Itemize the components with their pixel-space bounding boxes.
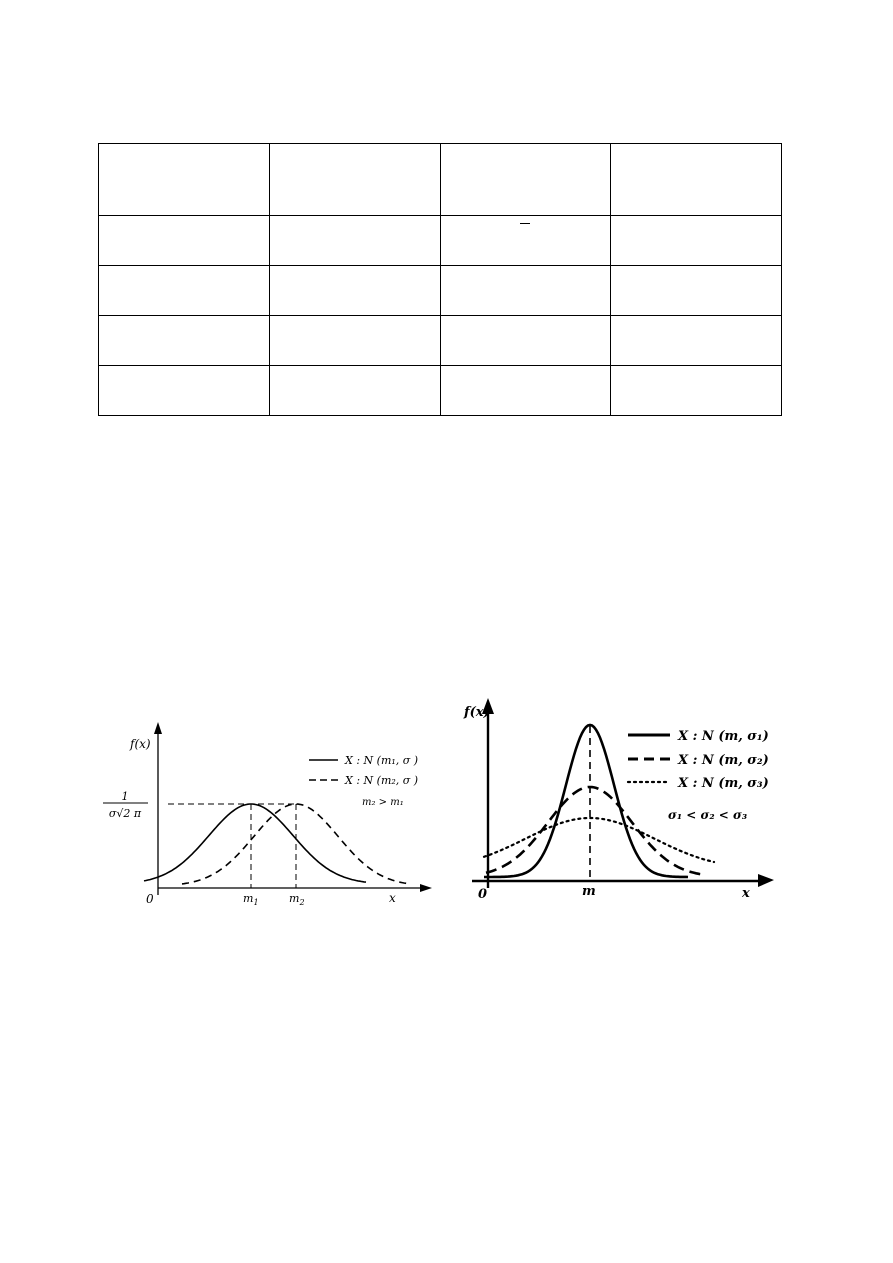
right-xlabel: x xyxy=(742,886,750,901)
series-sigma1-curve xyxy=(484,725,688,877)
legend-entry-3: X : N (m, σ₃) xyxy=(678,776,769,791)
left-xlabel: x xyxy=(389,891,396,905)
tick-m-label: m xyxy=(582,884,596,899)
tick-m2-label: $m_2$ xyxy=(289,892,305,907)
legend-entry-2: X : N (m₂, σ ) xyxy=(345,774,419,787)
right-origin-label: 0 xyxy=(478,887,488,902)
legend-note: m₂ > m₁ xyxy=(362,797,404,808)
tick-m1-label: $m_1$ xyxy=(243,892,259,907)
x-axis-arrow xyxy=(758,874,774,887)
legend-entry-2: X : N (m, σ₂) xyxy=(678,753,769,768)
left-origin-label: 0 xyxy=(146,892,154,906)
right-legend xyxy=(628,729,769,822)
legend-entry-1: X : N (m₁, σ ) xyxy=(345,754,419,767)
series-sigma2-curve xyxy=(486,787,702,874)
right-axes xyxy=(472,698,774,888)
right-ylabel: f(x) xyxy=(464,705,490,720)
peak-label-numerator: 1 xyxy=(121,790,129,803)
peak-label-denominator: σ√2 π xyxy=(108,807,142,820)
legend-entry-1: X : N (m, σ₁) xyxy=(678,729,769,744)
legend-note: σ₁ < σ₂ < σ₃ xyxy=(668,808,748,822)
left-ylabel: f(x) xyxy=(130,737,151,751)
